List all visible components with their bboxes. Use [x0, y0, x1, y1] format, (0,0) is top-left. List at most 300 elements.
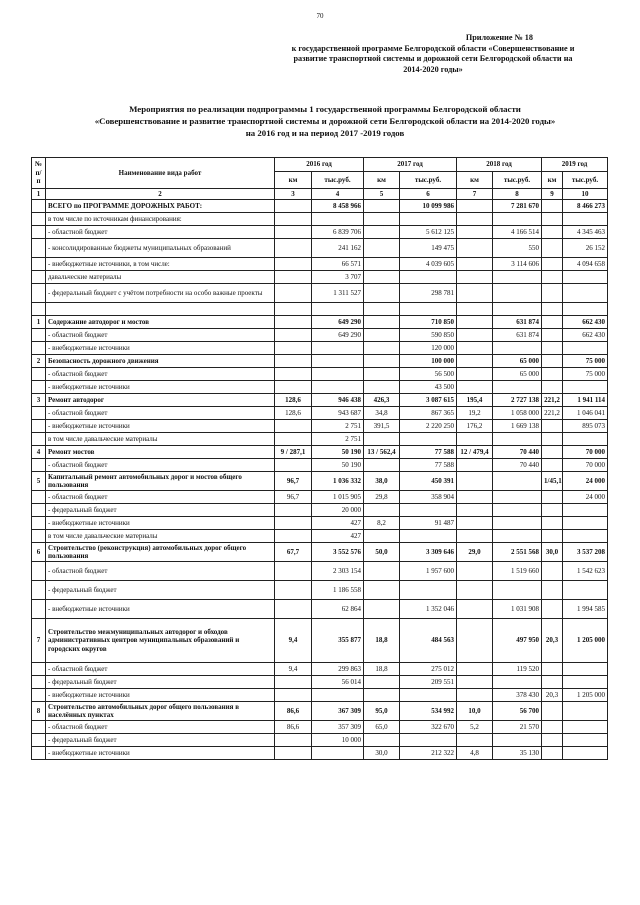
table-row — [32, 619, 608, 663]
work-name: Ремонт мостов — [46, 446, 275, 459]
work-name: Строительство (реконструкция) автомобильных дорог общего пользования — [46, 543, 275, 562]
km-2019 — [542, 213, 563, 226]
rub-2019: 1 046 041 — [563, 407, 608, 420]
km-2018 — [457, 600, 493, 619]
km-2017 — [364, 381, 400, 394]
km-2018 — [457, 459, 493, 472]
row-number — [32, 213, 46, 226]
rub-2018: 70 440 — [493, 446, 542, 459]
km-2017 — [364, 239, 400, 258]
km-2018 — [457, 734, 493, 747]
rub-2017: 298 781 — [400, 284, 457, 303]
km-2016 — [275, 747, 312, 760]
header-km: км — [364, 172, 400, 189]
km-2019 — [542, 271, 563, 284]
work-name: Безопасность дорожного движения — [46, 355, 275, 368]
row-number — [32, 689, 46, 702]
appendix-line-3: развитие транспортной системы и дорожной сети Белгородской области на — [293, 54, 573, 63]
km-2018 — [457, 239, 493, 258]
km-2019 — [542, 663, 563, 676]
rub-2017: 484 563 — [400, 619, 457, 663]
km-2018: 4,8 — [457, 747, 493, 760]
km-2016 — [275, 676, 312, 689]
km-2017 — [364, 303, 400, 316]
header-2019: 2019 год — [542, 158, 608, 172]
km-2016 — [275, 342, 312, 355]
table-row — [32, 239, 608, 258]
km-2019 — [542, 504, 563, 517]
rub-2016 — [312, 381, 364, 394]
rub-2019: 26 152 — [563, 239, 608, 258]
rub-2019 — [563, 303, 608, 316]
km-2019 — [542, 200, 563, 213]
km-2019: 20,3 — [542, 689, 563, 702]
work-name: - областной бюджет — [46, 459, 275, 472]
km-2018 — [457, 676, 493, 689]
km-2019 — [542, 747, 563, 760]
rub-2016: 355 877 — [312, 619, 364, 663]
km-2016 — [275, 284, 312, 303]
rub-2019 — [563, 663, 608, 676]
table-row — [32, 459, 608, 472]
km-2018 — [457, 284, 493, 303]
rub-2019: 1 994 585 — [563, 600, 608, 619]
header-km: км — [457, 172, 493, 189]
rub-2016: 3 552 576 — [312, 543, 364, 562]
table-row — [32, 530, 608, 543]
rub-2018: 119 520 — [493, 663, 542, 676]
table-row — [32, 226, 608, 239]
rub-2017: 77 588 — [400, 459, 457, 472]
title-line-3: на 2016 год и на период 2017 -2019 годов — [245, 128, 405, 138]
km-2016 — [275, 316, 312, 329]
km-2016 — [275, 271, 312, 284]
km-2019 — [542, 258, 563, 271]
rub-2017: 209 551 — [400, 676, 457, 689]
km-2019 — [542, 702, 563, 721]
rub-2018 — [493, 517, 542, 530]
column-index: 9 — [542, 189, 563, 200]
rub-2019: 1 542 623 — [563, 562, 608, 581]
row-number: 3 — [32, 394, 46, 407]
km-2019 — [542, 303, 563, 316]
table-row — [32, 258, 608, 271]
page-number: 70 — [316, 12, 324, 20]
rub-2017: 4 039 605 — [400, 258, 457, 271]
rub-2019: 70 000 — [563, 459, 608, 472]
rub-2016: 357 309 — [312, 721, 364, 734]
rub-2019: 1 205 000 — [563, 689, 608, 702]
km-2017 — [364, 562, 400, 581]
rub-2016: 299 863 — [312, 663, 364, 676]
km-2018 — [457, 663, 493, 676]
rub-2016: 20 000 — [312, 504, 364, 517]
column-index: 8 — [493, 189, 542, 200]
row-number — [32, 517, 46, 530]
km-2019 — [542, 530, 563, 543]
table-row — [32, 368, 608, 381]
rub-2018 — [493, 530, 542, 543]
rub-2018 — [493, 491, 542, 504]
rub-2019: 1 941 114 — [563, 394, 608, 407]
rub-2018: 1 669 138 — [493, 420, 542, 433]
work-name: - областной бюджет — [46, 368, 275, 381]
rub-2016: 8 458 966 — [312, 200, 364, 213]
row-number: 5 — [32, 472, 46, 491]
km-2016: 9 / 287,1 — [275, 446, 312, 459]
row-number: 1 — [32, 316, 46, 329]
km-2017 — [364, 342, 400, 355]
rub-2016: 427 — [312, 530, 364, 543]
rub-2017 — [400, 530, 457, 543]
rub-2018 — [493, 581, 542, 600]
km-2017: 13 / 562,4 — [364, 446, 400, 459]
rub-2017 — [400, 213, 457, 226]
table-row — [32, 581, 608, 600]
row-number — [32, 381, 46, 394]
km-2016 — [275, 213, 312, 226]
table-row — [32, 663, 608, 676]
rub-2018: 378 430 — [493, 689, 542, 702]
km-2016: 96,7 — [275, 491, 312, 504]
km-2019 — [542, 381, 563, 394]
rub-2018: 65 000 — [493, 368, 542, 381]
table-row — [32, 329, 608, 342]
rub-2017 — [400, 689, 457, 702]
rub-2017: 450 391 — [400, 472, 457, 491]
row-number — [32, 226, 46, 239]
row-number: 4 — [32, 446, 46, 459]
rub-2018: 497 950 — [493, 619, 542, 663]
km-2017 — [364, 459, 400, 472]
work-name — [46, 303, 275, 316]
rub-2019: 75 000 — [563, 368, 608, 381]
km-2016: 9,4 — [275, 663, 312, 676]
km-2018 — [457, 381, 493, 394]
document-title — [30, 103, 620, 139]
km-2017: 18,8 — [364, 619, 400, 663]
rub-2017: 590 850 — [400, 329, 457, 342]
rub-2016: 1 015 905 — [312, 491, 364, 504]
header-2016: 2016 год — [275, 158, 364, 172]
rub-2016 — [312, 213, 364, 226]
table-row — [32, 721, 608, 734]
appendix-header — [258, 33, 608, 75]
table-row — [32, 702, 608, 721]
km-2019 — [542, 600, 563, 619]
km-2018 — [457, 472, 493, 491]
km-2018: 29,0 — [457, 543, 493, 562]
row-number — [32, 284, 46, 303]
rub-2017: 10 099 986 — [400, 200, 457, 213]
km-2019 — [542, 342, 563, 355]
km-2019 — [542, 562, 563, 581]
table-row — [32, 543, 608, 562]
km-2017 — [364, 329, 400, 342]
column-index: 5 — [364, 189, 400, 200]
km-2019: 20,3 — [542, 619, 563, 663]
km-2017: 30,0 — [364, 747, 400, 760]
rub-2018 — [493, 676, 542, 689]
rub-2018: 70 440 — [493, 459, 542, 472]
km-2016 — [275, 258, 312, 271]
rub-2017: 43 500 — [400, 381, 457, 394]
work-name: - областной бюджет — [46, 721, 275, 734]
rub-2017 — [400, 271, 457, 284]
km-2017 — [364, 271, 400, 284]
row-number: 2 — [32, 355, 46, 368]
rub-2019 — [563, 530, 608, 543]
rub-2017: 149 475 — [400, 239, 457, 258]
km-2016 — [275, 226, 312, 239]
table-row — [32, 734, 608, 747]
header-rub: тыс.руб. — [493, 172, 542, 189]
table-row — [32, 355, 608, 368]
km-2019 — [542, 517, 563, 530]
km-2019 — [542, 239, 563, 258]
rub-2018 — [493, 303, 542, 316]
km-2017 — [364, 258, 400, 271]
km-2019 — [542, 446, 563, 459]
km-2018: 10,0 — [457, 702, 493, 721]
km-2017 — [364, 284, 400, 303]
km-2018 — [457, 342, 493, 355]
rub-2018: 550 — [493, 239, 542, 258]
km-2019 — [542, 581, 563, 600]
km-2017: 50,0 — [364, 543, 400, 562]
km-2018 — [457, 200, 493, 213]
rub-2016: 1 036 332 — [312, 472, 364, 491]
rub-2016: 649 290 — [312, 329, 364, 342]
table-row — [32, 394, 608, 407]
rub-2019: 4 345 463 — [563, 226, 608, 239]
row-number — [32, 368, 46, 381]
rub-2016: 62 864 — [312, 600, 364, 619]
km-2017 — [364, 689, 400, 702]
header-name: Наименование вида работ — [46, 158, 275, 189]
km-2017 — [364, 504, 400, 517]
work-name: Строительство автомобильных дорог общего пользования в населённых пунктах — [46, 702, 275, 721]
rub-2018: 3 114 606 — [493, 258, 542, 271]
km-2016 — [275, 689, 312, 702]
km-2016: 86,6 — [275, 702, 312, 721]
km-2019: 30,0 — [542, 543, 563, 562]
rub-2017: 3 309 646 — [400, 543, 457, 562]
rub-2019: 662 430 — [563, 329, 608, 342]
table-row — [32, 491, 608, 504]
rub-2016: 367 309 — [312, 702, 364, 721]
rub-2017 — [400, 303, 457, 316]
rub-2017: 212 322 — [400, 747, 457, 760]
rub-2019 — [563, 734, 608, 747]
rub-2019: 24 000 — [563, 472, 608, 491]
km-2016 — [275, 517, 312, 530]
km-2018 — [457, 581, 493, 600]
km-2018 — [457, 433, 493, 446]
table-row — [32, 504, 608, 517]
rub-2016: 2 303 154 — [312, 562, 364, 581]
km-2016: 128,6 — [275, 394, 312, 407]
work-name: - внебюджетные источники — [46, 420, 275, 433]
table-row — [32, 562, 608, 581]
rub-2017: 100 000 — [400, 355, 457, 368]
row-number: 6 — [32, 543, 46, 562]
km-2019 — [542, 368, 563, 381]
table-row — [32, 284, 608, 303]
column-index: 7 — [457, 189, 493, 200]
rub-2019: 1 205 000 — [563, 619, 608, 663]
appendix-line-2: к государственной программе Белгородской области «Совершенствование и — [291, 43, 575, 53]
km-2018 — [457, 491, 493, 504]
rub-2018 — [493, 271, 542, 284]
rub-2019 — [563, 433, 608, 446]
work-name: давальческие материалы — [46, 271, 275, 284]
work-name: - федеральный бюджет — [46, 504, 275, 517]
rub-2017: 1 352 046 — [400, 600, 457, 619]
rub-2019 — [563, 284, 608, 303]
km-2017 — [364, 316, 400, 329]
km-2019 — [542, 433, 563, 446]
rub-2018 — [493, 504, 542, 517]
rub-2018 — [493, 472, 542, 491]
km-2016 — [275, 530, 312, 543]
column-index-row — [32, 189, 608, 200]
rub-2017 — [400, 734, 457, 747]
rub-2018: 7 281 670 — [493, 200, 542, 213]
km-2018 — [457, 562, 493, 581]
row-number — [32, 433, 46, 446]
km-2016: 67,7 — [275, 543, 312, 562]
km-2016 — [275, 420, 312, 433]
rub-2016 — [312, 342, 364, 355]
km-2016 — [275, 329, 312, 342]
table-row — [32, 472, 608, 491]
km-2017 — [364, 734, 400, 747]
km-2018: 176,2 — [457, 420, 493, 433]
km-2018 — [457, 271, 493, 284]
rub-2016: 1 186 558 — [312, 581, 364, 600]
rub-2017: 56 500 — [400, 368, 457, 381]
rub-2016: 1 311 527 — [312, 284, 364, 303]
work-name: - внебюджетные источники — [46, 517, 275, 530]
rub-2019: 70 000 — [563, 446, 608, 459]
rub-2018: 2 551 568 — [493, 543, 542, 562]
rub-2017: 710 850 — [400, 316, 457, 329]
rub-2016: 3 707 — [312, 271, 364, 284]
km-2017 — [364, 355, 400, 368]
work-name: в том числе давальческие материалы — [46, 530, 275, 543]
km-2017: 34,8 — [364, 407, 400, 420]
row-number — [32, 420, 46, 433]
km-2018 — [457, 689, 493, 702]
km-2018 — [457, 355, 493, 368]
rub-2018 — [493, 734, 542, 747]
row-number — [32, 303, 46, 316]
km-2018 — [457, 530, 493, 543]
table-row — [32, 303, 608, 316]
rub-2019: 4 094 658 — [563, 258, 608, 271]
row-number — [32, 747, 46, 760]
rub-2018: 1 031 908 — [493, 600, 542, 619]
work-name: - федеральный бюджет — [46, 676, 275, 689]
km-2016 — [275, 562, 312, 581]
km-2019 — [542, 316, 563, 329]
column-index: 2 — [46, 189, 275, 200]
row-number — [32, 504, 46, 517]
km-2019: 221,2 — [542, 394, 563, 407]
km-2016: 9,4 — [275, 619, 312, 663]
km-2017 — [364, 433, 400, 446]
row-number — [32, 581, 46, 600]
rub-2016: 241 162 — [312, 239, 364, 258]
km-2018 — [457, 368, 493, 381]
work-name: - областной бюджет — [46, 226, 275, 239]
work-name: ВСЕГО по ПРОГРАММЕ ДОРОЖНЫХ РАБОТ: — [46, 200, 275, 213]
rub-2016: 50 190 — [312, 446, 364, 459]
km-2017: 65,0 — [364, 721, 400, 734]
work-name: Строительство межмуниципальных автодорог и обходов административных центров муниципальных образований и городских округов — [46, 619, 275, 663]
row-number — [32, 258, 46, 271]
header-num: № п/п — [32, 158, 46, 189]
work-name: - внебюджетные источники, в том числе: — [46, 258, 275, 271]
work-name: - внебюджетные источники — [46, 689, 275, 702]
km-2017: 18,8 — [364, 663, 400, 676]
rub-2016 — [312, 689, 364, 702]
row-number — [32, 491, 46, 504]
work-name: - федеральный бюджет — [46, 734, 275, 747]
table-row — [32, 689, 608, 702]
rub-2016: 10 000 — [312, 734, 364, 747]
km-2019 — [542, 284, 563, 303]
row-number — [32, 200, 46, 213]
km-2019: 1/45,1 — [542, 472, 563, 491]
rub-2016 — [312, 368, 364, 381]
row-number — [32, 329, 46, 342]
appendix-line-4: 2014-2020 годы» — [403, 64, 463, 74]
rub-2016: 427 — [312, 517, 364, 530]
km-2016 — [275, 504, 312, 517]
km-2016 — [275, 303, 312, 316]
km-2018 — [457, 226, 493, 239]
km-2018 — [457, 213, 493, 226]
title-line-1: Мероприятия по реализации подпрограммы 1 государственной программы Белгородской области — [129, 104, 521, 114]
rub-2019 — [563, 504, 608, 517]
work-name: Ремонт автодорог — [46, 394, 275, 407]
table-row — [32, 271, 608, 284]
rub-2017: 120 000 — [400, 342, 457, 355]
title-line-2: «Совершенствование и развитие транспортной системы и дорожной сети Белгородской области на 2014-2020 годы» — [94, 116, 556, 126]
km-2016 — [275, 581, 312, 600]
work-name: - внебюджетные источники — [46, 747, 275, 760]
km-2017: 426,3 — [364, 394, 400, 407]
rub-2017: 2 220 250 — [400, 420, 457, 433]
km-2016 — [275, 734, 312, 747]
rub-2018 — [493, 381, 542, 394]
work-name: - федеральный бюджет — [46, 581, 275, 600]
table-row — [32, 342, 608, 355]
table-row — [32, 213, 608, 226]
rub-2019 — [563, 381, 608, 394]
km-2016: 96,7 — [275, 472, 312, 491]
rub-2018: 21 570 — [493, 721, 542, 734]
rub-2016: 943 687 — [312, 407, 364, 420]
row-number — [32, 239, 46, 258]
rub-2018: 65 000 — [493, 355, 542, 368]
row-number — [32, 407, 46, 420]
table-row — [32, 407, 608, 420]
table-row — [32, 517, 608, 530]
km-2016 — [275, 239, 312, 258]
